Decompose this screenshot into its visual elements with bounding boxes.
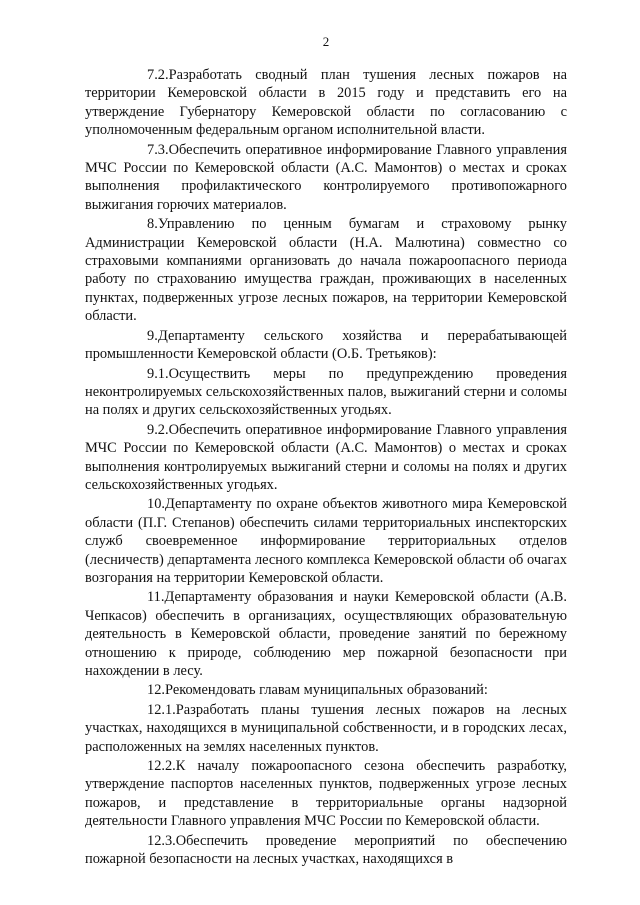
paragraph-12-2 bbox=[85, 757, 567, 831]
paragraph-10 bbox=[85, 495, 567, 587]
paragraph-9-1 bbox=[85, 365, 567, 420]
item-text: Управлению по ценным бумагам и страховому рынку Администрации Кемеровской области (Н.А. Малютина) совместно со страховыми компаниями организовать до начала пожароопасного периода работу по страхованию имущества граждан, проживающих в населенных пунктах, подверженных угрозе лесных пожаров, на территории Кемеровской области. bbox=[85, 216, 567, 325]
item-text: Обеспечить оперативное информирование Главного управления МЧС России по Кемеровской области (А.С. Мамонтов) о местах и сроках выполнения контролируемых выжиганий стерни и соломы на полях и других сельскохозяйственных угодьях. bbox=[85, 421, 567, 493]
item-text: Разработать планы тушения лесных пожаров на лесных участках, находящихся в муниципальной собственности, и в городских лесах, расположенных на землях населенных пунктов. bbox=[85, 701, 567, 755]
item-number: 9. bbox=[147, 327, 158, 344]
item-number: 12.3. bbox=[147, 832, 176, 849]
paragraph-12-3 bbox=[85, 832, 567, 869]
item-number: 8. bbox=[147, 216, 158, 233]
paragraph-12-1 bbox=[85, 701, 567, 756]
item-number: 12. bbox=[147, 682, 165, 699]
item-text: Департаменту сельского хозяйства и перерабатывающей промышленности Кемеровской области (О.Б. Третьяков): bbox=[85, 327, 567, 363]
document-page bbox=[85, 34, 567, 869]
item-number: 10. bbox=[147, 496, 165, 513]
paragraph-11 bbox=[85, 588, 567, 680]
item-number: 7.3. bbox=[147, 141, 169, 158]
item-text: Осуществить меры по предупреждению проведения неконтролируемых сельскохозяйственных палов, выжиганий стерни и соломы на полях и других сельскохозяйственных угодьях. bbox=[85, 365, 567, 419]
item-text: Рекомендовать главам муниципальных образований: bbox=[165, 682, 488, 699]
paragraph-7-3 bbox=[85, 141, 567, 215]
item-number: 12.2. bbox=[147, 758, 176, 775]
item-text: К началу пожароопасного сезона обеспечить разработку, утверждение паспортов населенных пунктов, подверженных угрозе лесных пожаров, и представление в территориальные органы надзорной деятельности Главного управления МЧС России по Кемеровской области. bbox=[85, 758, 567, 830]
item-number: 12.1. bbox=[147, 701, 176, 718]
paragraph-9 bbox=[85, 327, 567, 364]
paragraph-7-2 bbox=[85, 66, 567, 140]
paragraph-8 bbox=[85, 215, 567, 325]
item-text: Обеспечить проведение мероприятий по обеспечению пожарной безопасности на лесных участках, находящихся в bbox=[85, 832, 567, 868]
item-text: Департаменту образования и науки Кемеровской области (А.В. Чепкасов) обеспечить в организациях, осуществляющих образовательную деятельность в Кемеровской области, проведение занятий по бережному отношению к природе, соблюдению мер пожарной безопасности при нахождении в лесу. bbox=[85, 589, 567, 679]
item-text: Разработать сводный план тушения лесных пожаров на территории Кемеровской области в 2015 году и представить его на утверждение Губернатору Кемеровской области по согласованию с уполномоченным федеральным органом исполнительной власти. bbox=[85, 67, 567, 139]
item-number: 9.2. bbox=[147, 421, 169, 438]
item-text: Департаменту по охране объектов животного мира Кемеровской области (П.Г. Степанов) обеспечить силами территориальных инспекторских служб своевременное информирование территориальных отделов (лесничеств) департамента лесного комплекса Кемеровской области об очагах возгорания на территории Кемеровской области. bbox=[85, 496, 567, 586]
item-number: 11. bbox=[147, 589, 165, 606]
item-number: 7.2. bbox=[147, 67, 169, 83]
item-number: 9.1. bbox=[147, 365, 169, 382]
paragraph-9-2 bbox=[85, 421, 567, 495]
page-number: 2 bbox=[322, 34, 330, 49]
paragraph-12 bbox=[85, 681, 567, 699]
item-text: Обеспечить оперативное информирование Главного управления МЧС России по Кемеровской области (А.С. Мамонтов) о местах и сроках выполнения профилактического контролируемого противопожарного выжигания горючих материалов. bbox=[85, 141, 567, 213]
